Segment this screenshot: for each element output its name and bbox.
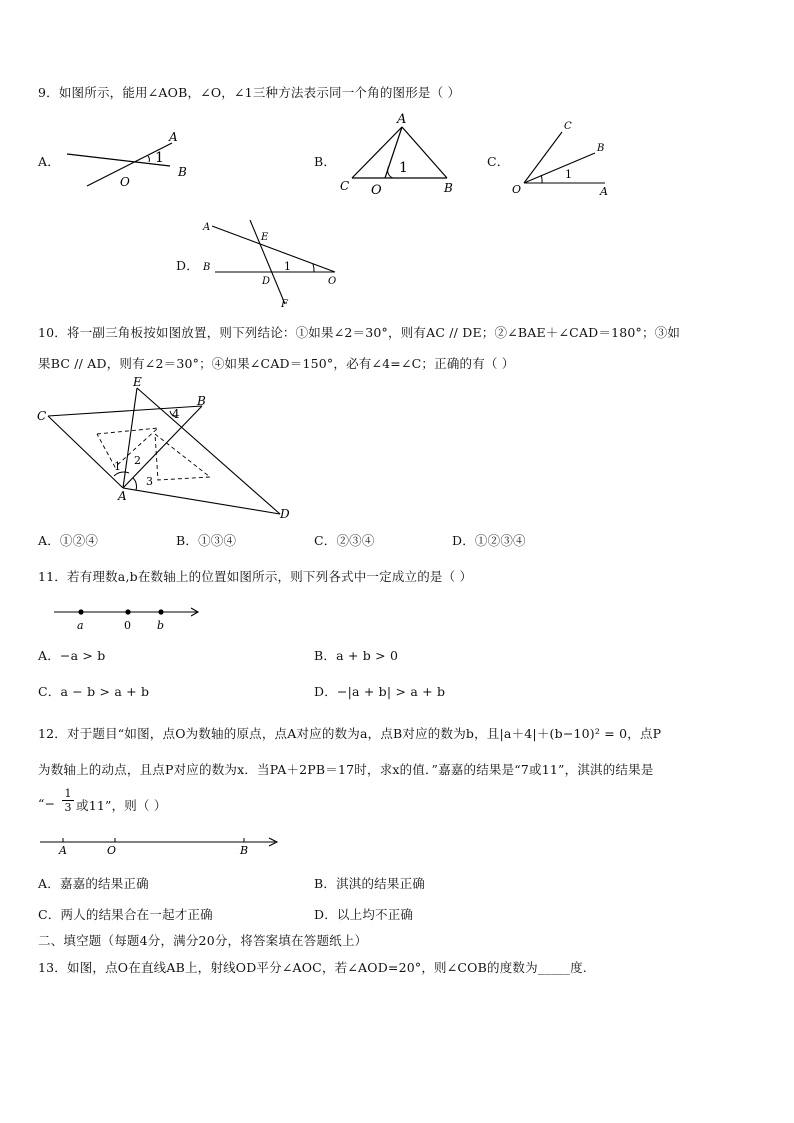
q12-stem-line2: 为数轴上的动点，且点P对应的数为x．当PA＋2PB＝17时，求x的值．”嘉嘉的结果是“7或11”，淇淇的结果是 (38, 762, 654, 777)
q9-option-c-label: C． (487, 154, 510, 169)
q12-stem-line1: 12．对于题目“如图，点O为数轴的原点，点A对应的数为a，点B对应的数为b，且|a＋4|＋(b−10)² = 0，点P (38, 726, 662, 741)
fig10-label-c: C (37, 409, 47, 423)
fig-b-side-ab (402, 127, 447, 178)
q12-option-c: C．两人的结果合在一起才正确 (38, 907, 213, 922)
q10-option-a: A．①②④ (38, 533, 99, 548)
fig10-side-ad (123, 488, 280, 514)
fig-b-label-o: O (371, 183, 382, 198)
q11-option-c: C．a − b > a + b (38, 684, 150, 699)
fig-a-label-o: O (120, 175, 130, 189)
q11-stem: 11．若有理数a,b在数轴上的位置如图所示，则下列各式中一定成立的是（ ） (38, 569, 473, 584)
fig-d-label-b: B (203, 262, 211, 273)
q12-stem-line3-suffix: 或11”，则（ ） (76, 798, 167, 813)
q12-label-b: B (240, 844, 249, 857)
q12-option-b: B．淇淇的结果正确 (314, 876, 425, 891)
q9-option-a-label: A． (38, 154, 60, 169)
q10-stem-line1: 10．将一副三角板按如图放置，则下列结论：①如果∠2＝30°，则有AC // DE；②∠BAE＋∠CAD＝180°；③如 (38, 325, 681, 340)
q11-option-b: B．a + b > 0 (314, 648, 399, 663)
q10-figure (30, 372, 300, 522)
q9-figure-b (335, 110, 465, 200)
fig-d-line-ao (212, 226, 335, 272)
fig10-label-1: 1 (114, 460, 121, 473)
q11-option-a: A．−a > b (38, 648, 106, 663)
q9-option-b-label: B． (314, 154, 337, 169)
fig-b-label-b: B (444, 181, 453, 195)
q12-number-line (35, 834, 285, 858)
q11-point-a (78, 609, 83, 614)
fig10-side-ea (123, 388, 137, 488)
fig10-label-3: 3 (146, 475, 153, 488)
fig10-dashed-inner-right (155, 434, 210, 480)
fig-b-side-ca (352, 127, 402, 178)
q11-label-a: a (77, 619, 84, 632)
q9-stem: 9．如图所示，能用∠AOB，∠O，∠1三种方法表示同一个角的图形是（ ） (38, 85, 461, 100)
fig-b-label-c: C (340, 179, 350, 193)
fig10-side-ca (48, 416, 123, 488)
q9-figure-a (60, 125, 200, 195)
q12-label-o: O (107, 844, 117, 857)
q12-fraction-numerator: 1 (64, 787, 72, 800)
fig-c-label-1: 1 (565, 168, 572, 181)
q11-point-b (158, 609, 163, 614)
fig10-angle-arc-3 (133, 478, 137, 490)
fig-d-label-o: O (328, 276, 337, 287)
fig10-label-a: A (118, 489, 127, 503)
q11-option-d: D．−|a + b| > a + b (314, 684, 446, 699)
fig-a-label-1: 1 (155, 150, 164, 166)
fig-c-angle-arc (541, 175, 542, 183)
q9-option-d-label: D． (176, 258, 199, 273)
q12-stem-line3-prefix: “− (38, 796, 56, 811)
q12-fraction-denominator: 3 (62, 800, 74, 814)
q10-stem-line2: 果BC // AD，则有∠2＝30°；④如果∠CAD＝150°，必有∠4=∠C；正确的有（ ） (38, 356, 515, 371)
q9-figure-d (195, 212, 355, 312)
q9-figure-c (505, 115, 625, 200)
fig-b-label-a: A (397, 112, 407, 127)
fig-d-label-d: D (262, 276, 271, 287)
fig10-label-2: 2 (134, 454, 141, 467)
fig-a-label-b: B (178, 165, 187, 179)
fig10-side-ba (123, 406, 202, 488)
fig-c-label-o: O (512, 183, 522, 196)
fig-b-angle-arc (388, 166, 393, 178)
fig-d-label-1: 1 (284, 260, 291, 273)
fig-d-label-e: E (261, 232, 269, 243)
q11-label-b: b (157, 619, 165, 632)
q12-fraction (62, 787, 74, 814)
fig-d-label-a: A (203, 222, 211, 233)
q12-option-a: A．嘉嘉的结果正确 (38, 876, 149, 891)
q10-option-b: B．①③④ (176, 533, 237, 548)
fig-b-label-1: 1 (399, 160, 408, 176)
q11-number-line (50, 602, 210, 634)
fig-a-label-a: A (169, 130, 178, 144)
fig10-label-d: D (280, 507, 290, 521)
q10-option-c: C．②③④ (314, 533, 375, 548)
fig-c-label-c: C (564, 121, 572, 132)
q11-label-zero: 0 (124, 619, 131, 632)
fig-d-label-f: F (281, 299, 288, 310)
fig10-label-4: 4 (172, 407, 180, 421)
q12-label-a: A (59, 844, 67, 857)
q10-option-d: D．①②③④ (452, 533, 526, 548)
fig10-label-e: E (133, 375, 142, 389)
q12-option-d: D．以上均不正确 (314, 907, 414, 922)
fig-c-label-b: B (597, 143, 605, 154)
fig-d-angle-arc (313, 264, 314, 272)
section-title-fill-in: 二、填空题（每题4分，满分20分，将答案填在答题纸上） (38, 933, 368, 948)
q13-stem: 13．如图，点O在直线AB上，射线OD平分∠AOC，若∠AOD=20°，则∠COB的度数为_____度. (38, 960, 587, 975)
fig-a-angle-arc (148, 156, 149, 162)
q11-point-zero (125, 609, 130, 614)
fig-c-label-a: A (600, 185, 608, 198)
fig10-label-b: B (197, 394, 206, 408)
